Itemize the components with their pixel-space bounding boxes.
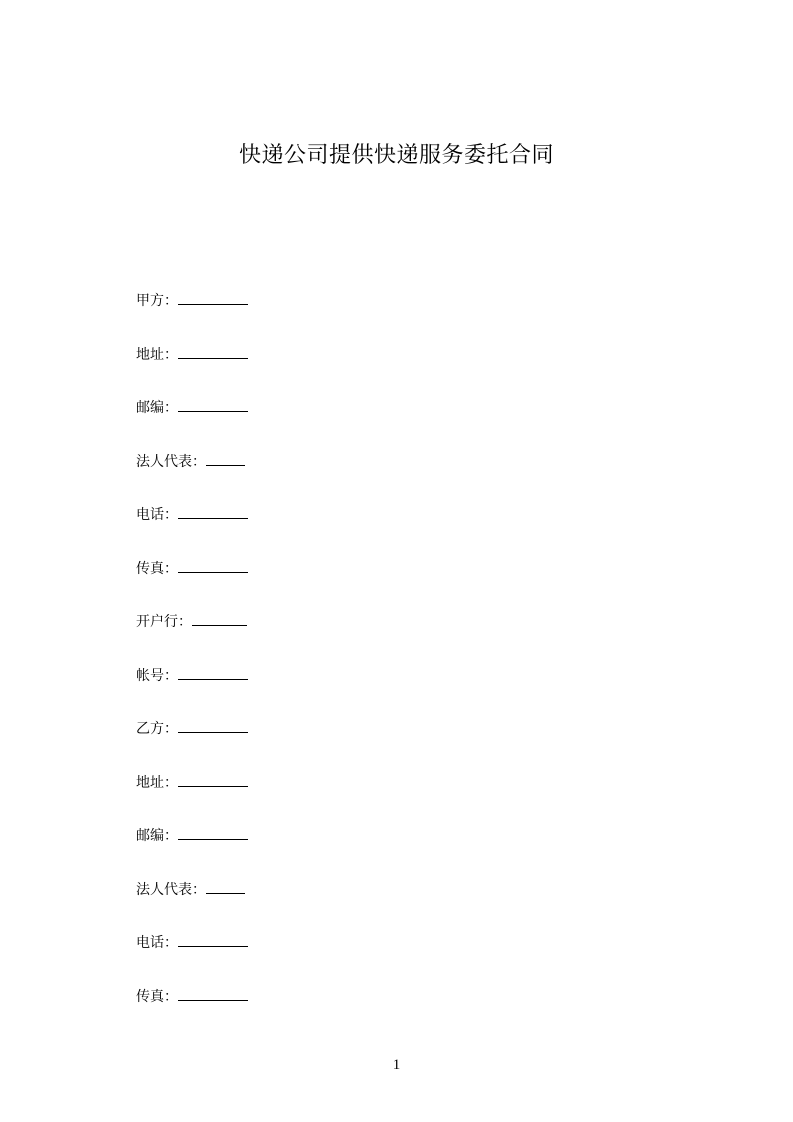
- blank-underline: [178, 930, 248, 947]
- blank-underline: [178, 288, 248, 305]
- blank-underline: [178, 770, 248, 787]
- field-label: 地址：: [136, 774, 178, 791]
- field-party-a-account: [136, 663, 248, 717]
- document-title: 快递公司提供快递服务委托合同: [238, 143, 554, 168]
- blank-underline: [178, 663, 248, 680]
- field-party-a-phone: [136, 502, 248, 556]
- blank-underline: [178, 984, 248, 1001]
- field-party-b-postcode: [136, 823, 248, 877]
- page-number: 1: [392, 1057, 401, 1073]
- blank-underline: [178, 823, 248, 840]
- field-label: 传真：: [136, 560, 178, 577]
- field-party-a-address: [136, 342, 248, 396]
- field-label: 传真：: [136, 988, 178, 1005]
- field-party-a-postcode: [136, 395, 248, 449]
- field-party-b-legal-rep: [136, 877, 248, 931]
- field-label: 法人代表：: [136, 881, 206, 898]
- field-party-a: [136, 288, 248, 342]
- field-party-b-address: [136, 770, 248, 824]
- blank-underline: [178, 342, 248, 359]
- blank-underline: [206, 449, 245, 466]
- field-label: 甲方：: [136, 293, 178, 309]
- field-label: 乙方：: [136, 721, 178, 737]
- field-party-a-fax: [136, 556, 248, 610]
- field-party-a-bank: [136, 609, 248, 663]
- blank-underline: [178, 556, 248, 573]
- blank-underline: [192, 609, 247, 626]
- field-label: 帐号：: [136, 667, 178, 684]
- blank-underline: [178, 395, 248, 412]
- field-party-b-phone: [136, 930, 248, 984]
- field-label: 地址：: [136, 346, 178, 363]
- field-label: 邮编：: [136, 828, 178, 844]
- field-label: 邮编：: [136, 400, 178, 416]
- field-party-b: [136, 716, 248, 770]
- field-label: 法人代表：: [136, 453, 206, 470]
- field-party-a-legal-rep: [136, 449, 248, 503]
- field-label: 开户行：: [136, 614, 192, 630]
- blank-underline: [178, 716, 248, 733]
- field-label: 电话：: [136, 507, 178, 523]
- blank-underline: [178, 502, 248, 519]
- field-label: 电话：: [136, 935, 178, 951]
- party-info-fields: [136, 288, 248, 1037]
- blank-underline: [206, 877, 245, 894]
- field-party-b-fax: [136, 984, 248, 1038]
